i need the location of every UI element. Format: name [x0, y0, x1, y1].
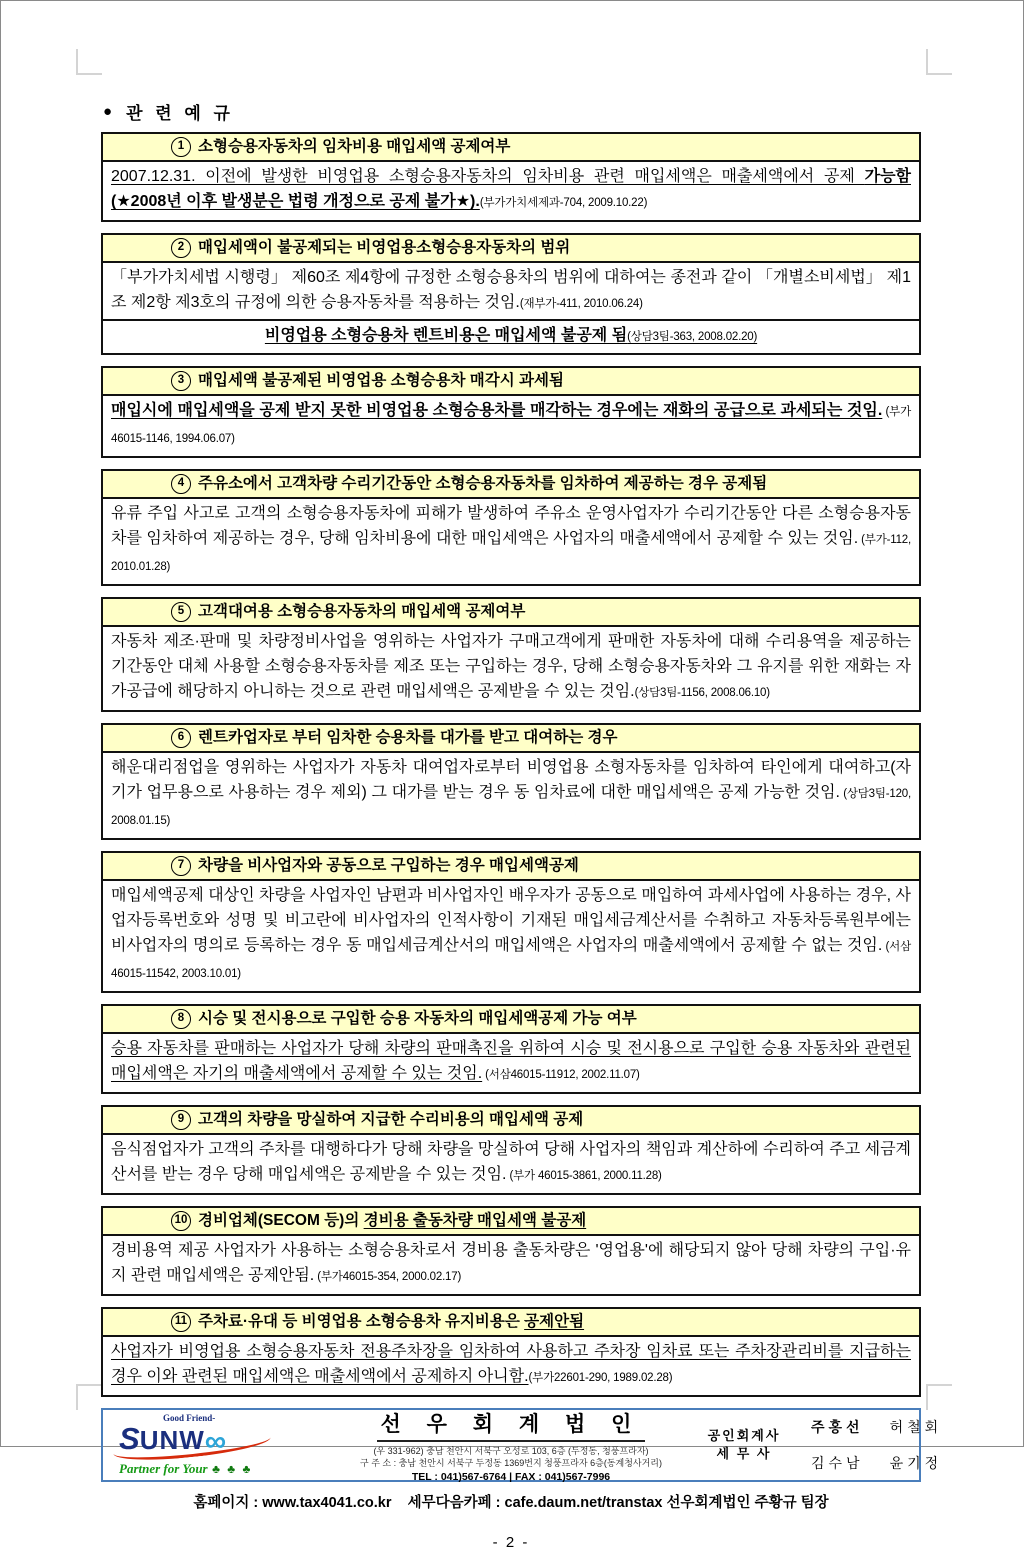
citation: (상담3팀-120, 2008.01.15) [111, 788, 912, 827]
section-header [103, 853, 919, 881]
footer-card [101, 1408, 943, 1483]
partner-names [811, 1417, 942, 1473]
logo-tagline-bottom [119, 1460, 337, 1478]
section-body [103, 1236, 919, 1294]
page-title-text: 관 련 예 규 [126, 104, 234, 123]
section-body [103, 396, 919, 456]
section-title-run: 고객의 차량을 망실하여 지급한 수리비용의 매입세액 공제 [198, 1111, 584, 1128]
role-tax-accountant: 세 무 사 [716, 1446, 772, 1461]
ruling-section [101, 1105, 921, 1195]
logo-letters-unw: UNW [139, 1424, 205, 1455]
text-run: 유류 주입 사고로 고객의 소형승용자동차에 피해가 발생하여 주유소 운영사업자가 수리기간동안 다른 소형승용자동차를 임차하여 제공하는 경우, 당해 임차비용에 대한 매입세액은 사업자의 매출세액에서 공제할 수 있는 것임. [111, 505, 911, 547]
ruling-section [101, 723, 921, 840]
partner-name: 김수남 [811, 1455, 864, 1471]
section-number: 4 [171, 474, 191, 494]
text-run: 승용 자동차를 판매하는 사업자가 당해 차량의 판매촉진을 위하여 시승 및 전시용으로 구입한 승용 자동차와 관련된 매입세액은 자기의 매출세액에서 공제할 수 있는 것임. [111, 1040, 911, 1082]
sections-container [101, 132, 921, 1397]
text-run: 2007.12.31. 이전에 발생한 비영업용 소형승용자동차의 임차비용 관련 매입세액은 매출세액에서 공제 [111, 168, 865, 185]
ruling-section [101, 233, 921, 355]
ruling-section [101, 1206, 921, 1296]
citation: (서삼46015-11912, 2002.11.07) [482, 1069, 640, 1081]
ruling-section [101, 851, 921, 993]
logo-tagline-top: Good Friend- [163, 1412, 216, 1423]
section-body [103, 1337, 919, 1395]
citation: (부가22601-290, 1989.02.28) [528, 1372, 673, 1384]
bullet-icon: ● [103, 103, 113, 120]
section-number: 1 [171, 137, 191, 157]
section-number: 3 [171, 371, 191, 391]
logo-tagline-text: Partner for Your [119, 1460, 208, 1476]
section-number: 11 [171, 1312, 191, 1332]
section-title-run: 매입세액이 불공제되는 비영업용소형승용자동차의 범위 [198, 239, 571, 256]
ruling-paragraph [111, 265, 911, 317]
section-title [198, 1209, 586, 1233]
page-number: - 2 - [492, 1534, 530, 1551]
firm-info [345, 1408, 677, 1483]
partner-name: 주홍선 [811, 1419, 864, 1435]
section-title [198, 1108, 583, 1132]
section-title [198, 472, 767, 496]
section-body [103, 263, 919, 353]
section-title [198, 236, 570, 260]
ruling-paragraph [111, 398, 911, 452]
logo-letter-s: S [119, 1420, 140, 1456]
section-body [103, 627, 919, 710]
crop-mark-top-right-icon [926, 49, 952, 75]
section-body [103, 499, 919, 584]
text-run: 경비용역 제공 사업자가 사용하는 소형승용차로서 경비용 출동차량은 '영업용'에 해당되지 않아 당해 차량의 구입·유지 관련 매입세액은 공제안됨. [111, 1242, 911, 1284]
section-body [103, 1135, 919, 1193]
text-run: 자동차 제조·판매 및 차량정비사업을 영위하는 사업자가 구매고객에게 판매한 자동차에 대해 수리용역을 제공하는 기간동안 대체 사용할 소형승용자동차를 제조 또는 구입하는 경우, 당해 소형승용자동차와 그 유지를 위한 재화는 자가공급에 해당하지 아니하는 것으로 관련 매입세액은 공제받을 수 있는 것임. [111, 633, 911, 700]
section-number: 9 [171, 1110, 191, 1130]
section-number: 7 [171, 856, 191, 876]
section-title [198, 726, 617, 750]
section-body [103, 881, 919, 991]
firm-address-2: 구 주 소 : 충남 천안시 서북구 두정동 1369번지 청풍프라자 6층(동계청사거리) [360, 1457, 662, 1468]
section-title [198, 369, 564, 393]
citation: (상담3팀-363, 2008.02.20) [627, 331, 758, 343]
section-header [103, 1107, 919, 1135]
section-body [103, 1034, 919, 1092]
document-content [101, 99, 943, 1551]
partner-name: 윤기정 [889, 1455, 943, 1471]
text-run: 해운대리점업을 영위하는 사업자가 자동차 대여업자로부터 비영업용 소형자동차를 임차하여 타인에게 대여하고(자기가 업무용으로 사용하는 경우 제외) 그 대가를 받는 경우 동 임차료에 대한 매입세액은 공제 가능한 것임. [111, 759, 911, 801]
section-title [198, 135, 510, 159]
section-header [103, 471, 919, 499]
crop-mark-bottom-left-icon [76, 1384, 102, 1410]
text-run: 비영업용 소형승용차 렌트비용은 매입세액 불공제 됨 [264, 327, 628, 344]
section-number: 6 [171, 728, 191, 748]
ruling-paragraph [111, 629, 911, 706]
ruling-paragraph [111, 755, 911, 834]
partner-name: 허철회 [889, 1419, 943, 1435]
section-title [198, 1007, 637, 1031]
text-run: 매입세액공제 대상인 차량을 사업자인 남편과 비사업자인 배우자가 공동으로 매입하여 과세사업에 사용하는 경우, 사업자등록번호와 성명 및 비고란에 비사업자의 인적사항이 기재된 매입세금계산서를 수취하고 자동차등록원부에는 비사업자의 명의로 등록하는 경우 동 매입세금계산서의 매입세액은 사업자의 매출세액에서 공제할 수 없는 것임. [111, 887, 911, 954]
citation: (부가 46015-3861, 2000.11.28) [506, 1170, 662, 1182]
citation: (상담3팀-1156, 2008.06.10) [634, 687, 770, 699]
text-run: 「부가가치세법 시행령」 제60조 제4항에 규정한 소형승용차의 범위에 대하여는 종전과 같이 「개별소비세법」 제1조 제2항 제3호의 규정에 의한 승용자동차를 적용하는 것임. [111, 269, 911, 311]
page-title [103, 99, 921, 124]
section-title-run: 고객대여용 소형승용자동차의 매입세액 공제여부 [198, 603, 526, 620]
ruling-paragraph [111, 1238, 911, 1290]
ruling-section [101, 366, 921, 458]
section-number: 8 [171, 1009, 191, 1029]
role-cpa: 공인회계사 [707, 1428, 781, 1443]
ruling-section [101, 597, 921, 712]
crop-mark-top-left-icon [76, 49, 102, 75]
sunwoo-logo [109, 1413, 337, 1478]
section-number: 2 [171, 238, 191, 258]
text-run: 음식점업자가 고객의 주차를 대행하다가 당해 차량을 망실하여 당해 사업자의 책임과 계산하에 수리하여 주고 세금계산서를 받는 경우 당해 매입세액은 공제받을 수 있는 것임. [111, 1141, 911, 1183]
section-header [103, 1208, 919, 1236]
ruling-paragraph [111, 1339, 911, 1391]
citation: (부가46015-354, 2000.02.17) [314, 1271, 462, 1283]
clover-icons: ♣ ♣ ♣ [212, 1461, 253, 1476]
homepage-line: 홈페이지 : www.tax4041.co.kr 세무다음카페 : cafe.daum.net/transtax 선우회계법인 주황규 팀장 [193, 1495, 829, 1511]
section-title-run: 차량을 비사업자와 공동으로 구입하는 경우 매입세액공제 [198, 857, 579, 874]
ruling-section [101, 1307, 921, 1397]
section-title [198, 600, 525, 624]
ruling-paragraph [111, 1137, 911, 1189]
citation: (서삼46015-11542, 2003.10.01) [111, 941, 911, 980]
section-title-run: 주차료·유대 등 비영업용 소형승용차 유지비용은 [198, 1313, 525, 1330]
ruling-section [101, 1004, 921, 1094]
section-header [103, 235, 919, 263]
ruling-section [101, 469, 921, 586]
ruling-paragraph [111, 164, 911, 216]
section-header [103, 368, 919, 396]
crop-mark-bottom-right-icon [926, 1384, 952, 1410]
section-body [103, 753, 919, 838]
section-header [103, 1006, 919, 1034]
citation: (부가가치세제과-704, 2009.10.22) [479, 197, 648, 209]
section-title [198, 854, 579, 878]
citation: (부가-112, 2010.01.28) [111, 534, 911, 573]
section-header [103, 134, 919, 162]
section-title-run: 소형승용자동차의 임차비용 매입세액 공제여부 [198, 138, 511, 155]
section-title-run: 시승 및 전시용으로 구입한 승용 자동차의 매입세액공제 가능 여부 [198, 1010, 637, 1027]
ruling-paragraph [111, 501, 911, 580]
section-body [103, 162, 919, 220]
text-run: 매입시에 매입세액을 공제 받지 못한 비영업용 소형승용차를 매각하는 경우에는 재화의 공급으로 과세되는 것임. [111, 402, 883, 419]
ruling-paragraph [111, 883, 911, 987]
section-header [103, 1309, 919, 1337]
section-title-run: 주유소에서 고객차량 수리기간동안 소형승용자동차를 임차하여 제공하는 경우 공제됨 [198, 475, 768, 492]
infinity-icon: ∞ [204, 1424, 227, 1458]
section-header [103, 725, 919, 753]
citation: (부가46015-1146, 1994.06.07) [111, 406, 911, 445]
logo-brand [119, 1420, 337, 1458]
section-header [103, 599, 919, 627]
section-number: 5 [171, 602, 191, 622]
section-title-run: 경비용 출동차량 매입세액 불공제 [363, 1212, 587, 1229]
section-title [198, 1310, 584, 1334]
section-title-run: 매입세액 불공제된 비영업용 소형승용차 매각시 과세됨 [198, 372, 564, 389]
firm-address-1: (우 331-962) 충남 천안시 서북구 오성로 103, 6층 (두정동, 청풍프라자) [373, 1445, 649, 1456]
ruling-section [101, 132, 921, 222]
firm-name: 선 우 회 계 법 인 [377, 1408, 646, 1442]
firm-roles [685, 1427, 803, 1463]
section-title-run: 렌트카업자로 부터 임차한 승용차를 대가를 받고 대여하는 경우 [198, 729, 618, 746]
ruling-paragraph [111, 1036, 911, 1088]
text-run: 사업자가 비영업용 소형승용자동차 전용주차장을 임차하여 사용하고 주차장 임차료 또는 주차장관리비를 지급하는 경우 이와 관련된 매입세액은 매출세액에서 공제하지 아니함. [111, 1343, 911, 1385]
ruling-paragraph [103, 319, 919, 353]
section-title-run: 공제안됨 [524, 1313, 585, 1330]
citation: (재부가-411, 2010.06.24) [519, 298, 643, 310]
section-title-run: 경비업체(SECOM 등)의 [198, 1212, 364, 1229]
firm-tel-fax: TEL : 041)567-6764 | FAX : 041)567-7996 [411, 1470, 611, 1483]
text-run: 가능함(★2008년 이후 발생분은 법령 개정으로 공제 불가★). [111, 168, 911, 210]
section-number: 10 [171, 1211, 191, 1231]
